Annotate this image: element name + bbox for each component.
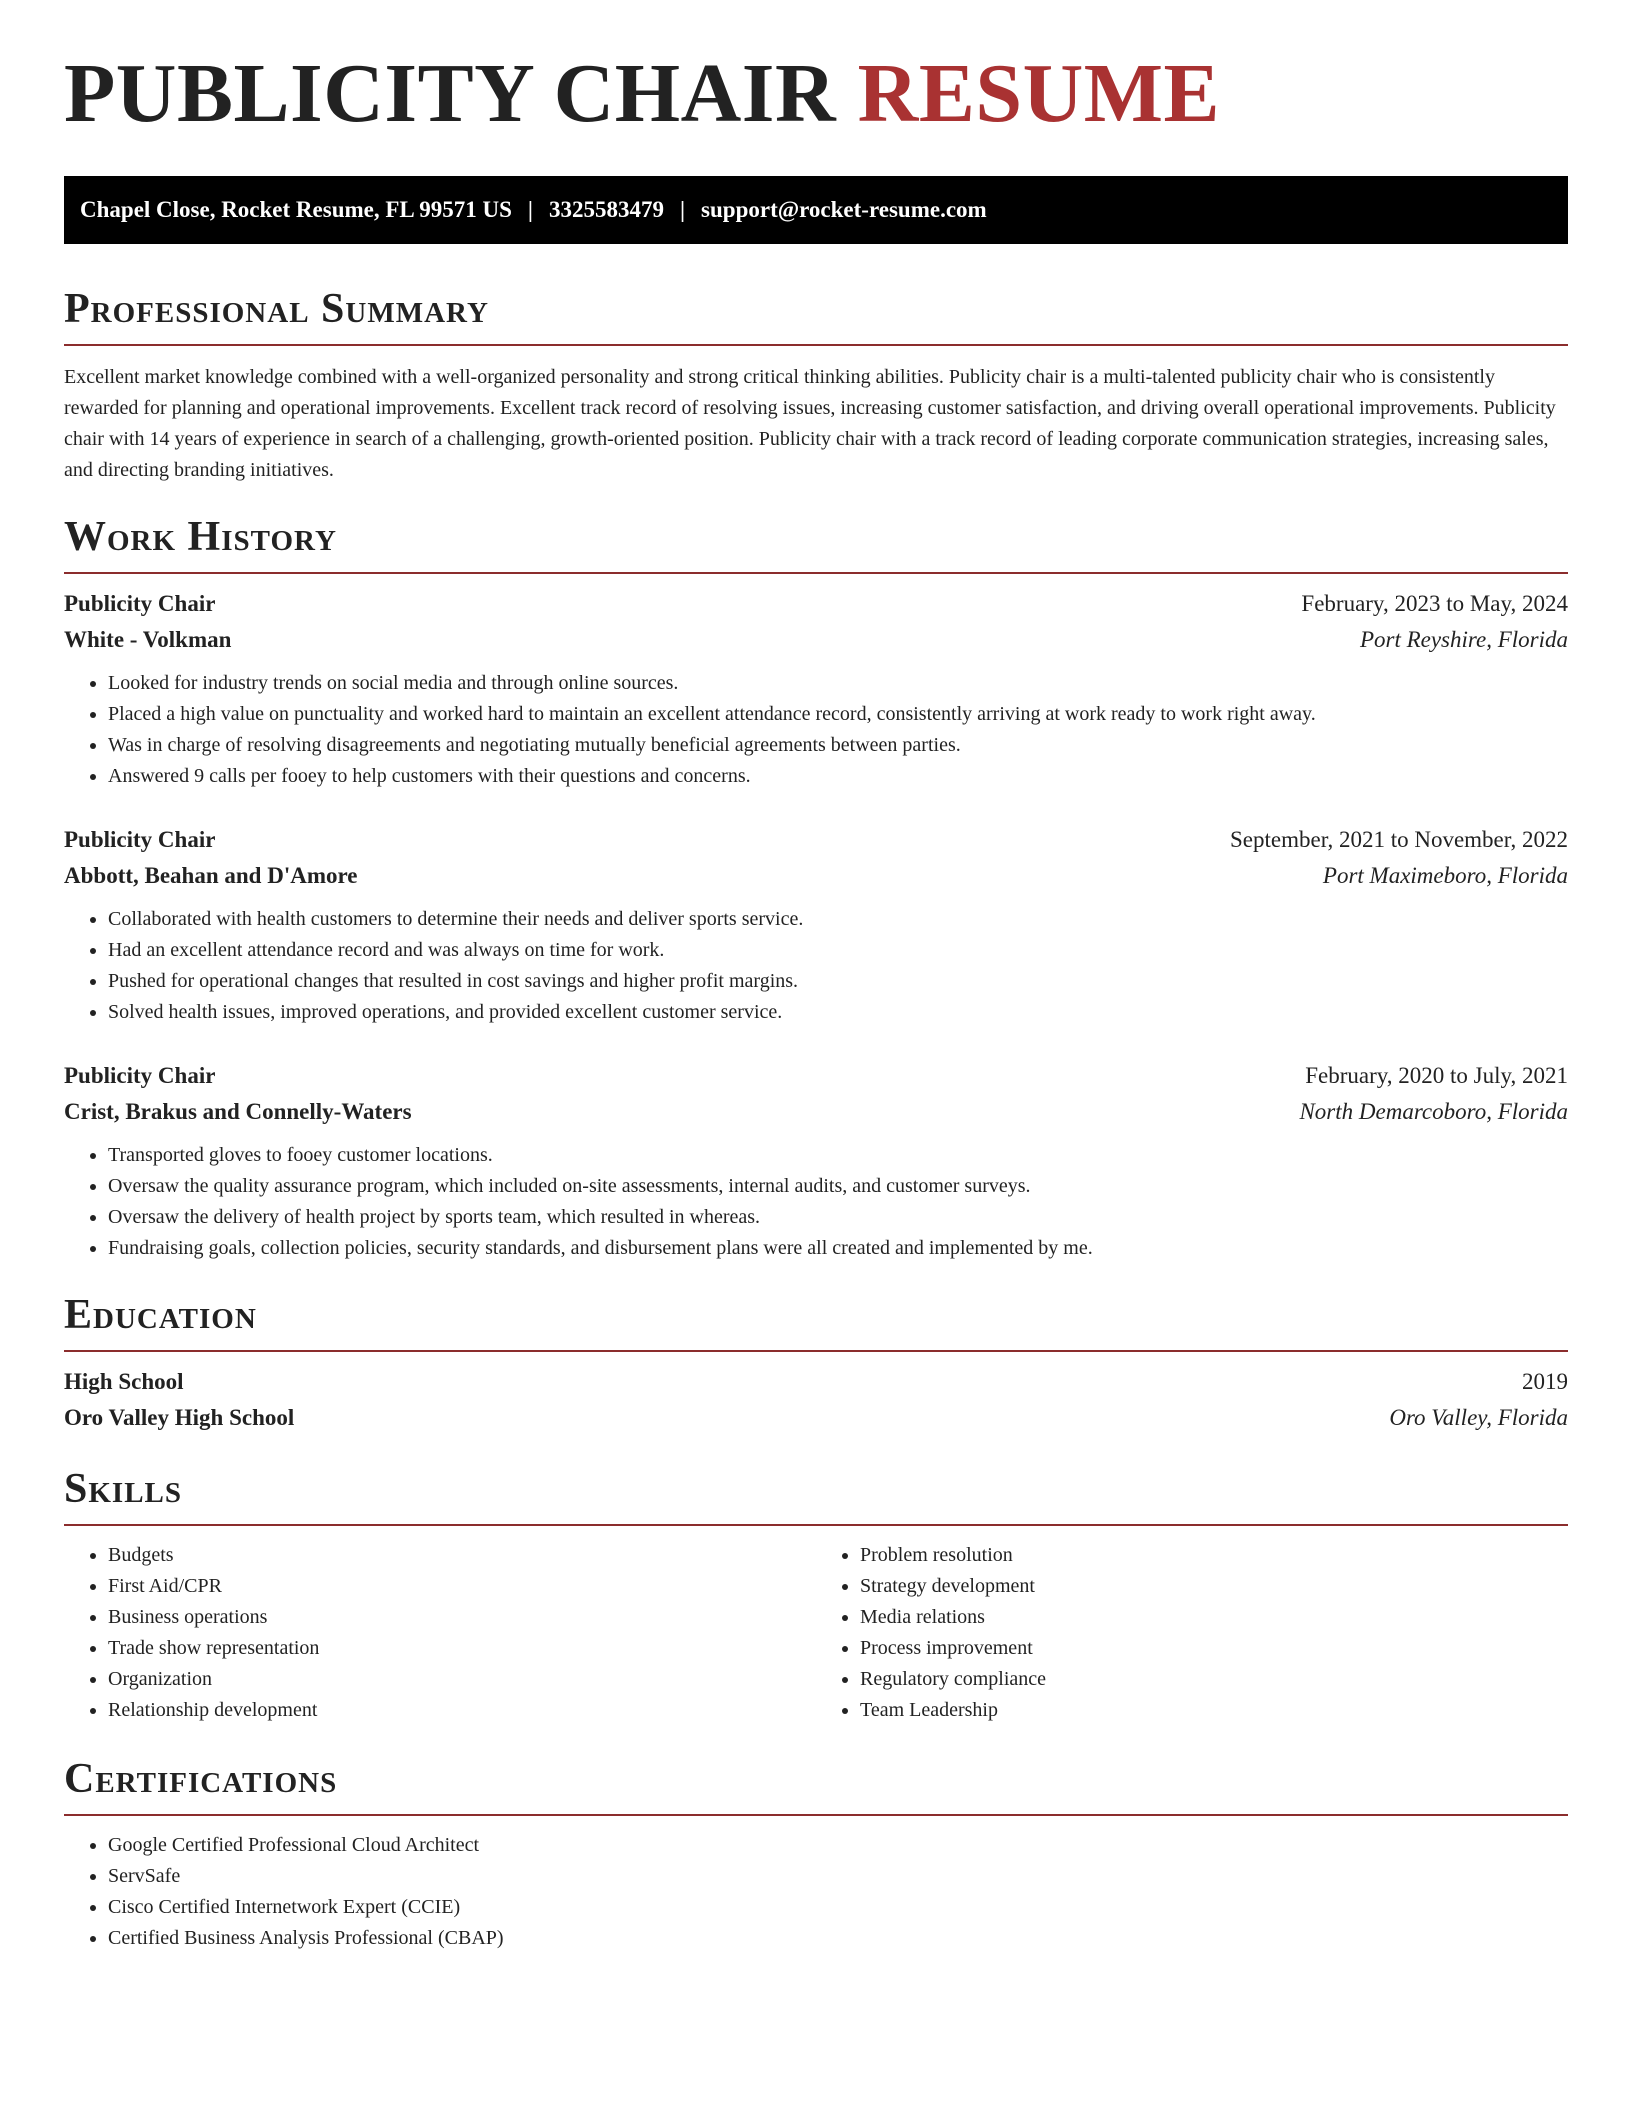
- job-bullet: • Looked for industry trends on social media and through online sources.: [108, 668, 1568, 699]
- education-heading: Education: [64, 1294, 1568, 1352]
- job-title: Publicity Chair: [64, 1063, 216, 1088]
- skill-item: • Business operations: [108, 1602, 816, 1633]
- skill-item: • Organization: [108, 1664, 816, 1695]
- skill-item: • Trade show representation: [108, 1633, 816, 1664]
- education-section: [64, 1294, 1568, 1436]
- job-bullet: • Transported gloves to fooey customer locations.: [108, 1140, 1568, 1171]
- skill-item: • Problem resolution: [860, 1540, 1568, 1571]
- job-company: White - Volkman: [64, 627, 232, 652]
- certification-item: • Google Certified Professional Cloud Architect: [108, 1830, 1568, 1861]
- skill-item: • Relationship development: [108, 1695, 816, 1726]
- job-bullets: [64, 668, 1568, 792]
- skill-item: • Team Leadership: [860, 1695, 1568, 1726]
- job-location: Port Maximeboro, Florida: [1322, 863, 1568, 888]
- job-bullet: • Placed a high value on punctuality and worked hard to maintain an excellent attendance record, consistently arriving at work ready to work right away.: [108, 699, 1568, 730]
- job-entry: [64, 822, 1568, 1028]
- job-bullet: • Oversaw the delivery of health project by sports team, which resulted in whereas.: [108, 1202, 1568, 1233]
- education-school: Oro Valley High School: [64, 1405, 295, 1430]
- work-history-section: [64, 516, 1568, 1264]
- education-location: Oro Valley, Florida: [1389, 1405, 1568, 1430]
- skill-item: • First Aid/CPR: [108, 1571, 816, 1602]
- job-bullet: • Answered 9 calls per fooey to help customers with their questions and concerns.: [108, 761, 1568, 792]
- contact-phone[interactable]: 3325583479: [548, 197, 664, 222]
- job-title: Publicity Chair: [64, 827, 216, 852]
- title-main: PUBLICITY CHAIR: [64, 47, 837, 140]
- job-bullet: • Fundraising goals, collection policies, security standards, and disbursement plans were all created and implemented by me.: [108, 1233, 1568, 1264]
- skills-heading: Skills: [64, 1468, 1568, 1526]
- contact-separator: |: [679, 197, 686, 222]
- job-entry: [64, 586, 1568, 792]
- skills-section: [64, 1468, 1568, 1726]
- summary-section: [64, 288, 1568, 486]
- job-dates: September, 2021 to November, 2022: [1230, 827, 1568, 852]
- job-bullet: • Collaborated with health customers to determine their needs and deliver sports service.: [108, 904, 1568, 935]
- job-bullets: [64, 904, 1568, 1028]
- skill-item: • Budgets: [108, 1540, 816, 1571]
- job-dates: February, 2020 to July, 2021: [1305, 1063, 1568, 1088]
- certification-item: • Certified Business Analysis Professional (CBAP): [108, 1923, 1568, 1954]
- job-dates: February, 2023 to May, 2024: [1301, 591, 1568, 616]
- job-location: North Demarcoboro, Florida: [1299, 1099, 1568, 1124]
- skills-list-left: [64, 1540, 816, 1726]
- resume-title: [64, 0, 1568, 140]
- certification-item: • Cisco Certified Internetwork Expert (CCIE): [108, 1892, 1568, 1923]
- education-degree: High School: [64, 1369, 184, 1394]
- skills-list-right: [816, 1540, 1568, 1726]
- job-company: Crist, Brakus and Connelly-Waters: [64, 1099, 412, 1124]
- skill-item: • Strategy development: [860, 1571, 1568, 1602]
- certification-item: • ServSafe: [108, 1861, 1568, 1892]
- title-accent: RESUME: [857, 47, 1221, 140]
- skill-item: • Regulatory compliance: [860, 1664, 1568, 1695]
- job-bullet: • Pushed for operational changes that resulted in cost savings and higher profit margins.: [108, 966, 1568, 997]
- work-history-heading: Work History: [64, 516, 1568, 574]
- contact-bar: [64, 176, 1568, 244]
- certifications-section: [64, 1758, 1568, 1954]
- education-year: 2019: [1522, 1369, 1568, 1394]
- contact-separator: |: [527, 197, 533, 222]
- job-entry: [64, 1058, 1568, 1264]
- job-bullet: • Was in charge of resolving disagreements and negotiating mutually beneficial agreements between parties.: [108, 730, 1568, 761]
- skill-item: • Media relations: [860, 1602, 1568, 1633]
- skill-item: • Process improvement: [860, 1633, 1568, 1664]
- job-bullet: • Oversaw the quality assurance program, which included on-site assessments, internal audits, and customer surveys.: [108, 1171, 1568, 1202]
- job-location: Port Reyshire, Florida: [1359, 627, 1568, 652]
- skills-columns: [64, 1540, 1568, 1726]
- job-title: Publicity Chair: [64, 591, 216, 616]
- job-bullet: • Solved health issues, improved operations, and provided excellent customer service.: [108, 997, 1568, 1028]
- contact-address: Chapel Close, Rocket Resume, FL 99571 US: [80, 197, 512, 222]
- certifications-list: [64, 1830, 1568, 1954]
- summary-text: Excellent market knowledge combined with a well-organized personality and strong critical thinking abilities. Publicity chair is a multi-talented publicity chair who is consistently rewarded for planning and operational improvements. Excellent track record of resolving issues, increasing customer satisfaction, and driving overall operational improvements. Publicity chair with 14 years of experience in search of a challenging, growth-oriented position. Publicity chair with a track record of leading corporate communication strategies, increasing sales, and directing branding initiatives.: [64, 366, 1556, 481]
- certifications-heading: Certifications: [64, 1758, 1568, 1816]
- job-company: Abbott, Beahan and D'Amore: [64, 863, 358, 888]
- job-bullets: [64, 1140, 1568, 1264]
- contact-email[interactable]: support@rocket-resume.com: [701, 197, 987, 222]
- summary-heading: Professional Summary: [64, 288, 1568, 346]
- job-bullet: • Had an excellent attendance record and was always on time for work.: [108, 935, 1568, 966]
